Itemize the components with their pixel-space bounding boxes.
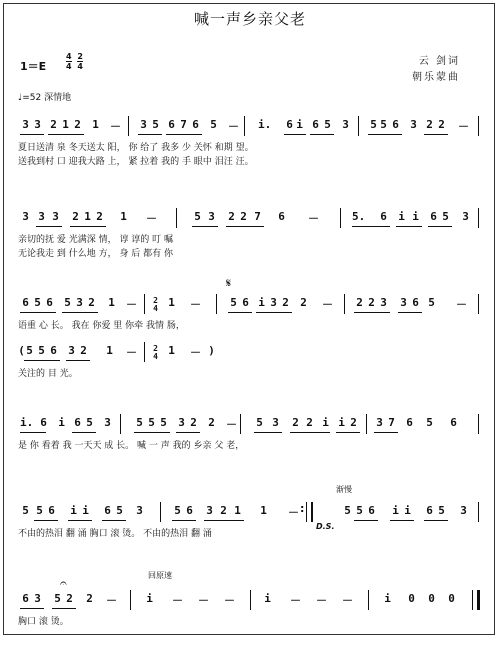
- time-signature: $\frac{4}{4}$ $\frac{2}{4}$: [66, 52, 83, 71]
- score-line-4: ( 5 5 6 3 2 1 － 2 4 1 － ) 关注的 目 光。: [18, 344, 215, 379]
- score-line-2: 3 3 3 2 1 2 1 － 5 3 2 2 7 6 － 5. 6 i i 6 5 3 亲切的抚 爱 光满深 情， 谆 谆的 叮 嘱 无论我走 到 什么地 方， 身 后 都有 你: [0, 210, 500, 270]
- lyric-line-7a: 胸口 滚 烫。: [18, 617, 69, 627]
- lyric-line-3a: 语重 心 长。 我在 你爱 里 你牵 我情 肠，: [18, 321, 185, 331]
- score-line-3: 6 5 6 5 3 2 1 － 2 4 1 － 𝄋 5 6 i 3 2 2 － 2 2 3 3 6 5 － 语重 心 长。 我在 你爱 里 你牵 我情 肠，: [0, 296, 500, 356]
- segno-mark: 𝄋: [226, 276, 232, 290]
- lyric-line-1a: 夏日送清 泉 冬天送太 阳， 你 给了 我多 少 关怀 和期 望。: [18, 143, 254, 153]
- a-tempo-mark: 回原速: [148, 571, 172, 580]
- lyricist-credit: 云 剑词: [418, 56, 460, 67]
- lyric-line-2a: 亲切的抚 爱 光满深 情， 谆 谆的 叮 嘱: [18, 235, 174, 245]
- ds-mark: D.S.: [316, 522, 335, 531]
- tempo-marking: ♩=52 深情地: [18, 93, 72, 103]
- song-title: 喊一声乡亲父老: [193, 10, 306, 28]
- slowing-mark: 渐慢: [336, 485, 352, 494]
- lyric-line-2b: 无论我走 到 什么地 方， 身 后 都有 你: [18, 249, 174, 259]
- score-line-7: 𝄐 回原速 6 3 5 2 2 － i － － － i － － － i 0 0 0 胸口 滚 烫。: [0, 592, 500, 652]
- key-signature: 1＝E: [20, 60, 47, 73]
- lyric-line-5a: 是 你 看着 我 一天天 成 长。 喊 一 声 我的 乡亲 父 老，: [18, 441, 245, 451]
- composer-credit: 朝乐蒙曲: [412, 72, 460, 83]
- fermata-mark: 𝄐: [60, 576, 67, 590]
- score-line-5: i. 6 i 6 5 3 5 5 5 3 2 2 － 5 3 2 2 i i 2 3 7 6 5 6 是 你 看着 我 一天天 成 长。 喊 一 声 我的 乡亲 父 老，: [0, 416, 500, 476]
- lyric-line-1b: 送我到村 口 迎我大路 上， 紧 拉着 我的 手 眼中 泪汪 汪。: [18, 157, 254, 167]
- lyric-line-6a: 不由的热泪 翻 涌 胸口 滚 烫。 不由的热泪 翻 涌: [18, 529, 212, 539]
- lyric-line-4a: 关注的 目 光。: [18, 369, 78, 379]
- score-line-6: 5 5 6 i i 6 5 3 5 6 3 2 1 1 － : D.S. 渐慢 5 5 6 i i 6 5 3 不由的热泪 翻 涌 胸口 滚 烫。 不由的热泪 翻 涌: [0, 504, 500, 564]
- score-line-1: 3 3 2 1 2 1 － 3 5 6 7 6 5 － i. 6 i 6 5 3 5 5 6 3 2 2 － 夏日送清 泉 冬天送太 阳， 你 给了 我多 少 关怀 和期 望。 送我到村 口 迎我大路 上， 紧 拉着 我的 手 眼中 泪汪 汪。: [0, 118, 500, 178]
